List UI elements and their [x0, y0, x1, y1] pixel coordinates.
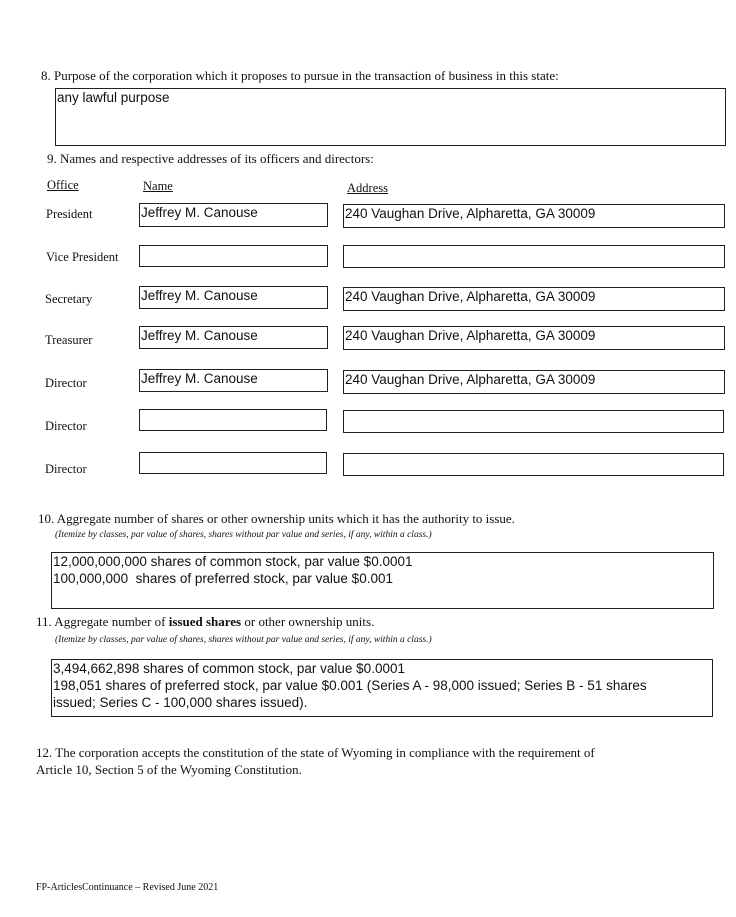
- q11-label-prefix: 11. Aggregate number of: [36, 614, 169, 629]
- officer-address-field[interactable]: [343, 204, 725, 228]
- q11-label-bold: issued shares: [168, 614, 242, 629]
- office-label: Director: [45, 376, 87, 390]
- form-footer: FP-ArticlesContinuance – Revised June 2021: [36, 882, 219, 893]
- address-header: Address: [347, 181, 388, 195]
- office-label: Director: [45, 419, 87, 433]
- officer-address-field[interactable]: [343, 410, 724, 433]
- officer-address-field[interactable]: [343, 370, 725, 394]
- officer-address-field[interactable]: [343, 287, 725, 311]
- office-label: Secretary: [45, 292, 93, 306]
- officer-name-value: Jeffrey M. Canouse: [141, 328, 258, 343]
- q10-label: 10. Aggregate number of shares or other ownership units which it has the authority to issue.: [38, 511, 515, 526]
- q8-label: 8. Purpose of the corporation which it proposes to pursue in the transaction of business in this state:: [41, 68, 559, 83]
- q12-line-1: 12. The corporation accepts the constitution of the state of Wyoming in compliance with the requirement of: [36, 745, 595, 760]
- officer-name-value: Jeffrey M. Canouse: [141, 205, 258, 220]
- issued-shares-field[interactable]: [51, 659, 713, 717]
- officer-name-field[interactable]: [139, 203, 328, 227]
- officer-name-field[interactable]: [139, 245, 328, 267]
- q9-label: 9. Names and respective addresses of its officers and directors:: [47, 151, 374, 166]
- q11-label-suffix: or other ownership units.: [241, 614, 375, 629]
- officer-name-field[interactable]: [139, 409, 327, 431]
- name-header: Name: [143, 179, 173, 193]
- officer-address-value: 240 Vaughan Drive, Alpharetta, GA 30009: [345, 328, 596, 343]
- q11-label: [36, 614, 374, 630]
- officer-address-value: 240 Vaughan Drive, Alpharetta, GA 30009: [345, 289, 596, 304]
- officer-name-value: Jeffrey M. Canouse: [141, 371, 258, 386]
- officer-name-field[interactable]: [139, 369, 328, 392]
- q11-note: (Itemize by classes, par value of shares, shares without par value and series, if any, within a class.): [55, 635, 432, 645]
- officer-name-field[interactable]: [139, 452, 327, 474]
- authorized-shares-field[interactable]: [51, 552, 714, 609]
- q10-note: (Itemize by classes, par value of shares, shares without par value and series, if any, within a class.): [55, 530, 432, 540]
- office-label: Vice President: [46, 250, 119, 264]
- officer-name-field[interactable]: [139, 286, 328, 309]
- issued-shares-line: issued; Series C - 100,000 shares issued).: [53, 695, 308, 710]
- authorized-shares-line: 100,000,000 shares of preferred stock, par value $0.001: [53, 571, 393, 586]
- officer-name-field[interactable]: [139, 326, 328, 349]
- office-label: Director: [45, 462, 87, 476]
- purpose-value: any lawful purpose: [57, 90, 170, 105]
- officer-address-field[interactable]: [343, 453, 724, 476]
- authorized-shares-line: 12,000,000,000 shares of common stock, par value $0.0001: [53, 554, 413, 569]
- officer-name-value: Jeffrey M. Canouse: [141, 288, 258, 303]
- purpose-field[interactable]: [55, 88, 726, 146]
- office-label: Treasurer: [45, 333, 93, 347]
- officer-address-value: 240 Vaughan Drive, Alpharetta, GA 30009: [345, 372, 596, 387]
- office-header: Office: [47, 178, 79, 192]
- q12-line-2: Article 10, Section 5 of the Wyoming Constitution.: [36, 762, 302, 777]
- officer-address-value: 240 Vaughan Drive, Alpharetta, GA 30009: [345, 206, 596, 221]
- issued-shares-line: 198,051 shares of preferred stock, par value $0.001 (Series A - 98,000 issued; Series B - 51 shares: [53, 678, 647, 693]
- officer-address-field[interactable]: [343, 245, 725, 268]
- office-label: President: [46, 207, 93, 221]
- officer-address-field[interactable]: [343, 326, 725, 350]
- issued-shares-line: 3,494,662,898 shares of common stock, par value $0.0001: [53, 661, 405, 676]
